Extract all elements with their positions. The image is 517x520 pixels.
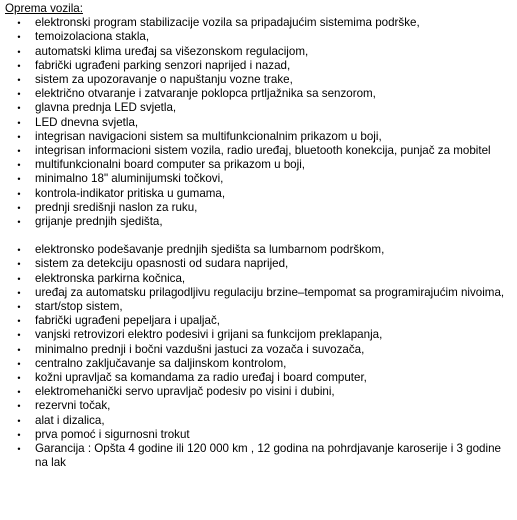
bullet-icon: • <box>17 259 21 270</box>
list-item <box>5 414 517 428</box>
bullet-icon: • <box>17 103 21 114</box>
bullet-icon: • <box>17 415 21 426</box>
list-item <box>5 243 517 257</box>
list-item <box>5 45 517 59</box>
list-item <box>5 59 517 73</box>
list-item <box>5 130 517 144</box>
list-item-text: rezervni točak, <box>35 399 111 413</box>
list-item-text: minimalno 18" aluminijumski točkovi, <box>35 172 224 186</box>
bullet-icon: • <box>17 344 21 355</box>
list-item <box>5 16 517 30</box>
bullet-icon: • <box>17 32 21 43</box>
bullet-icon: • <box>17 302 21 313</box>
list-item <box>5 87 517 101</box>
list-item-text: sistem za upozoravanje o napuštanju vozne trake, <box>35 73 293 87</box>
list-item-text: integrisan navigacioni sistem sa multifunkcionalnim prikazom u boji, <box>35 129 382 143</box>
bullet-icon: • <box>17 188 21 199</box>
list-item <box>5 314 517 328</box>
bullet-icon: • <box>17 174 21 185</box>
bullet-icon: • <box>17 330 21 341</box>
bullet-icon: • <box>17 202 21 213</box>
bullet-icon: • <box>17 273 21 284</box>
list-item-text: glavna prednja LED svjetla, <box>35 101 177 115</box>
list-item <box>5 385 517 399</box>
list-item-text: LED dnevna svjetla, <box>35 115 139 129</box>
list-item-text: temoizolaciona stakla, <box>35 30 150 44</box>
list-item <box>5 371 517 385</box>
list-item-text: kontrola-indikator pritiska u gumama, <box>35 186 226 200</box>
bullet-icon: • <box>17 358 21 369</box>
bullet-icon: • <box>17 131 21 142</box>
list-item <box>5 343 517 357</box>
bullet-icon: • <box>17 316 21 327</box>
list-item-text: kožni upravljač sa komandama za radio uređaj i board computer, <box>35 371 367 385</box>
list-item-text: elektronsko podešavanje prednjih sjedišta sa lumbarnom podrškom, <box>35 243 385 257</box>
list-item-text: centralno zaključavanje sa daljinskom kontrolom, <box>35 356 287 370</box>
list-item <box>5 357 517 371</box>
list-item <box>5 328 517 342</box>
equipment-list-2 <box>5 243 517 470</box>
list-item <box>5 399 517 413</box>
list-item-text: fabrički ugrađeni parking senzori naprijed i nazad, <box>35 58 291 72</box>
list-gap <box>5 229 517 243</box>
bullet-icon: • <box>17 75 21 86</box>
list-item-text: alat i dizalica, <box>35 413 105 427</box>
list-item-text: sistem za detekciju opasnosti od sudara naprijed, <box>35 257 289 271</box>
section-heading: Oprema vozila: <box>5 2 83 15</box>
list-item <box>5 286 517 300</box>
bullet-icon: • <box>17 373 21 384</box>
bullet-icon: • <box>17 160 21 171</box>
list-item <box>5 442 517 470</box>
list-item-text: elektromehanički servo upravljač podesiv po visini i dubini, <box>35 385 335 399</box>
list-item <box>5 215 517 229</box>
list-item <box>5 187 517 201</box>
list-item <box>5 144 517 158</box>
list-item-text: vanjski retrovizori elektro podesivi i grijani sa funkcijom preklapanja, <box>35 328 383 342</box>
list-item-text: fabrički ugrađeni pepeljara i upaljač, <box>35 314 220 328</box>
bullet-icon: • <box>17 387 21 398</box>
list-item-text: minimalno prednji i bočni vazdušni jastuci za vozača i suvozača, <box>35 342 365 356</box>
list-item <box>5 116 517 130</box>
list-item-text: integrisan informacioni sistem vozila, radio uređaj, bluetooth konekcija, punjač za mobitel <box>35 144 491 158</box>
bullet-icon: • <box>17 60 21 71</box>
list-item-text: prva pomoć i sigurnosni trokut <box>35 427 190 441</box>
bullet-icon: • <box>17 117 21 128</box>
list-item <box>5 272 517 286</box>
list-item-text: multifunkcionalni board computer sa prikazom u boji, <box>35 158 306 172</box>
bullet-icon: • <box>17 146 21 157</box>
list-item <box>5 30 517 44</box>
bullet-icon: • <box>17 444 21 455</box>
list-item-text: elektronska parkirna kočnica, <box>35 271 186 285</box>
list-item <box>5 428 517 442</box>
list-item-text: prednji središnji naslon za ruku, <box>35 200 198 214</box>
list-item <box>5 300 517 314</box>
list-item-text: Garancija : Opšta 4 godine ili 120 000 km , 12 godina na pohrdjavanje karoserije i 3 godine na lak <box>35 442 501 470</box>
bullet-icon: • <box>17 18 21 29</box>
list-item <box>5 172 517 186</box>
list-item <box>5 158 517 172</box>
list-item <box>5 257 517 271</box>
bullet-icon: • <box>17 245 21 256</box>
bullet-icon: • <box>17 46 21 57</box>
list-item-text: start/stop sistem, <box>35 300 123 314</box>
list-item-text: automatski klima uređaj sa višezonskom regulacijom, <box>35 44 309 58</box>
list-item-text: elektronski program stabilizacije vozila sa pripadajućim sistemima podrške, <box>35 16 420 30</box>
list-item-text: grijanje prednjih sjedišta, <box>35 215 163 229</box>
list-item <box>5 101 517 115</box>
list-item-text: uređaj za automatsku prilagodljivu regulaciju brzine–tempomat sa programirajućim nivoima, <box>35 285 505 299</box>
bullet-icon: • <box>17 89 21 100</box>
list-item-text: električno otvaranje i zatvaranje poklopca prtljažnika sa senzorom, <box>35 87 376 101</box>
list-item <box>5 73 517 87</box>
bullet-icon: • <box>17 287 21 298</box>
equipment-list-1 <box>5 16 517 229</box>
bullet-icon: • <box>17 217 21 228</box>
list-item <box>5 201 517 215</box>
bullet-icon: • <box>17 401 21 412</box>
bullet-icon: • <box>17 429 21 440</box>
